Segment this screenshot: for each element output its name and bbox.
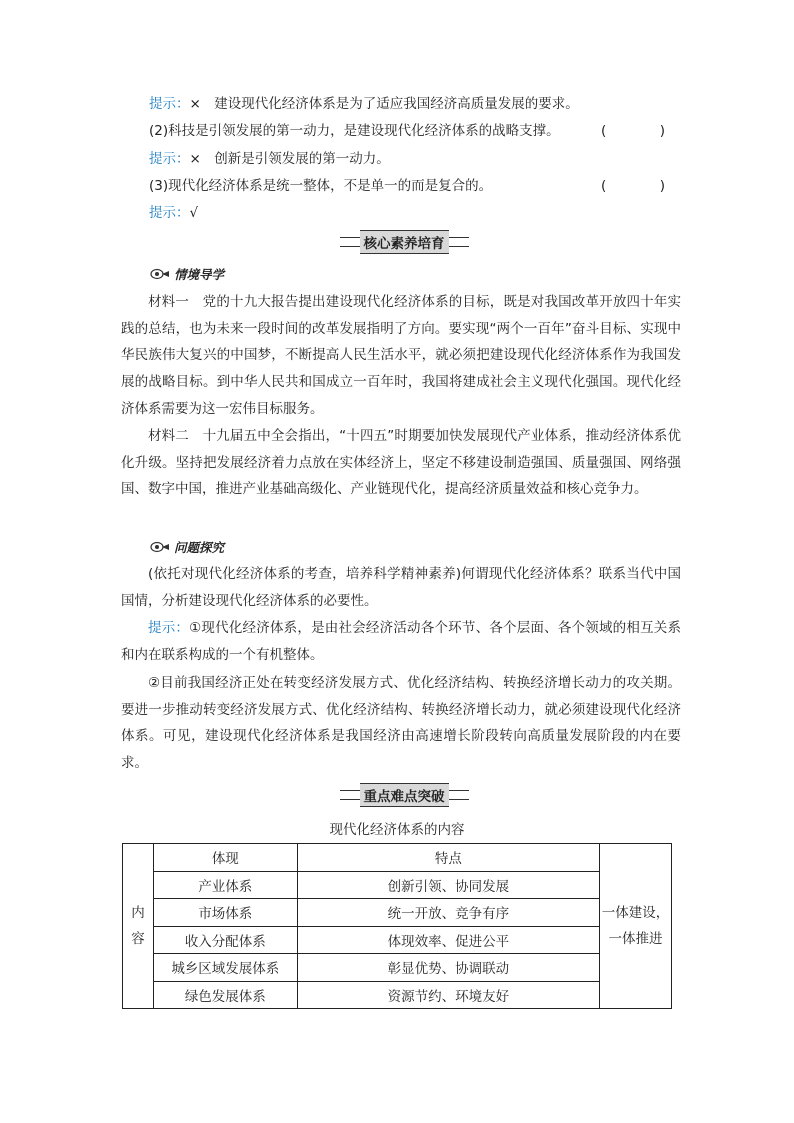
section-title: 核心素养培育 (360, 230, 449, 254)
question-3 (149, 176, 492, 196)
inquiry-answer-2: ②目前我国经济正处在转变经济发展方式、优化经济结构、转换经济增长动力的攻关期。要进一步推动转变经济发展方式、优化经济结构、转换经济增长动力，就必须建设现代化经济体系。可见，建设现代化经济体系是我国经济由高速增长阶段转向高质量发展阶段的内在要求。 (121, 675, 681, 772)
hint-label: 提示： (148, 620, 190, 636)
question-3-text: (3)现代化经济体系是统一整体，不是单一的而是复合的。 (149, 178, 493, 194)
subheading-text: 情境导学 (174, 267, 225, 282)
row-name: 城乡区域发展体系 (153, 954, 297, 982)
table-row (123, 871, 672, 899)
question-2-text: (2)科技是引领发展的第一动力，是建设现代化经济体系的战略支撑。 (149, 123, 560, 139)
row-feature: 资源节约、环境友好 (297, 981, 599, 1009)
table-header-row (123, 844, 672, 872)
subheading-inquiry (150, 538, 224, 556)
hint-text-1: × 建设现代化经济体系是为了适应我国经济高质量发展的要求。 (189, 96, 579, 112)
question-2 (149, 121, 560, 141)
hint-line-3 (149, 149, 390, 169)
content-table (122, 843, 672, 1009)
row-feature: 创新引领、协同发展 (297, 871, 599, 899)
subheading-icon (150, 541, 170, 553)
left-label-2: 容 (131, 931, 145, 947)
row-name: 市场体系 (153, 899, 297, 927)
section-title: 重点难点突破 (360, 783, 449, 807)
right-label-2: 一体推进 (608, 931, 663, 947)
header-cell-col2: 特点 (297, 844, 599, 872)
left-label-1: 内 (131, 905, 145, 921)
subheading-situation (150, 265, 224, 283)
hint-text-5: √ (189, 205, 199, 221)
answer-blank-3: ( ) (601, 178, 686, 194)
hint-label: 提示： (149, 96, 190, 112)
table-row (123, 926, 672, 954)
answer-1-text: ①现代化经济体系，是由社会经济活动各个环节、各个层面、各个领域的相互关系和内在联系构成的一个有机整体。 (121, 620, 681, 663)
row-name: 绿色发展体系 (153, 981, 297, 1009)
row-feature: 彰显优势、协调联动 (297, 954, 599, 982)
row-name: 产业体系 (153, 871, 297, 899)
table-row (123, 954, 672, 982)
hint-text-3: × 创新是引领发展的第一动力。 (189, 151, 390, 167)
material-2: 材料二 十九届五中全会指出，“十四五”时期要加快发展现代产业体系，推动经济体系优化升级。坚持把发展经济着力点放在实体经济上，坚定不移建设制造强国、质量强国、网络强国、数字中国，推进产业基础高级化、产业链现代化，提高经济质量效益和核心竞争力。 (121, 428, 681, 498)
inquiry-answer-1 (121, 615, 681, 668)
row-feature: 统一开放、竞争有序 (297, 899, 599, 927)
section-banner-core (334, 232, 474, 252)
subheading-text: 问题探究 (174, 540, 225, 555)
subheading-icon (150, 268, 170, 280)
inquiry-question: (依托对现代化经济体系的考查，培养科学精神素养)何谓现代化经济体系？联系当代中国国情，分析建设现代化经济体系的必要性。 (121, 566, 681, 609)
section-banner-key (334, 785, 474, 805)
table-row (123, 899, 672, 927)
right-label-1: 一体建设， (601, 905, 670, 921)
left-label-cell (123, 844, 154, 1009)
material-1: 材料一 党的十九大报告提出建设现代化经济体系的目标，既是对我国改革开放四十年实践的总结，也为未来一段时间的改革发展指明了方向。要实现“两个一百年”奋斗目标、实现中华民族伟大复兴的中国梦，不断提高人民生活水平，就必须把建设现代化经济体系作为我国发展的战略目标。到中华人民共和国成立一百年时，我国将建成社会主义现代化强国。现代化经济体系需要为这一宏伟目标服务。 (121, 294, 681, 417)
hint-line-5 (149, 203, 198, 223)
hint-label: 提示： (149, 205, 190, 221)
table-caption: 现代化经济体系的内容 (329, 822, 465, 838)
header-cell-col1: 体现 (153, 844, 297, 872)
right-label-cell (600, 844, 672, 1009)
row-name: 收入分配体系 (153, 926, 297, 954)
row-feature: 体现效率、促进公平 (297, 926, 599, 954)
hint-label: 提示： (149, 151, 190, 167)
hint-line-1 (149, 94, 579, 114)
answer-blank-2: ( ) (601, 123, 686, 139)
table-row (123, 981, 672, 1009)
